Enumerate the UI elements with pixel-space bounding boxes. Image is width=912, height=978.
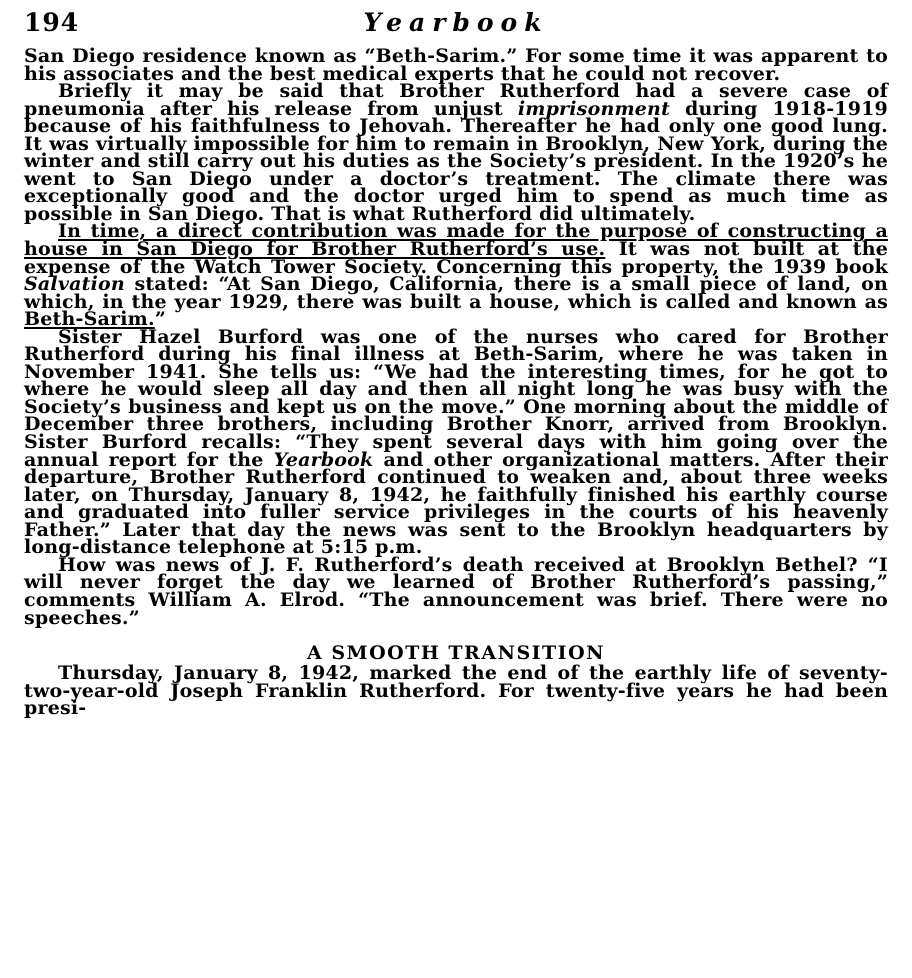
page-number: 194 xyxy=(24,8,80,37)
book-title: Salvation xyxy=(24,273,125,296)
body-text xyxy=(24,45,889,720)
publication-title: Yearbook xyxy=(273,448,374,471)
paragraph-text: Briefly it may be said that Brother Rutherford had a severe case of pneumonia after his release from unjust xyxy=(24,80,888,120)
paragraph-text: and other organizational matters. After their departure, Brother Rutherford continued to weaken and, about three weeks later, on Thursday, January 8, 1942, he faithfully finished his earthly course and graduated into fuller service privileges in the courts of his heavenly Father.” Later that day the news was sent to the Brooklyn headquarters by long-distance telephone at 5:15 p.m. xyxy=(24,448,888,559)
document-page xyxy=(24,8,888,718)
paragraph-news-received: How was news of J. F. Rutherford’s death received at Brooklyn Bethel? “I will never forget the day we learned of Brother Rutherford’s passing,” comments William A. Elrod. “The announcement was brief. There were no speeches.” xyxy=(24,553,888,629)
paragraph-text: stated: “At San Diego, California, there is a small piece of land, on which, in the year 1929, there was built a house, which is called and known as xyxy=(24,273,888,313)
underlined-name: Beth-Sarim. xyxy=(24,308,155,331)
section-heading: A SMOOTH TRANSITION xyxy=(306,642,605,665)
emphasized-word: imprisonment xyxy=(517,97,671,120)
paragraph-continuation: San Diego residence known as “Beth-Sarim.” For some time it was apparent to his associates and the best medical experts that he could not recover. xyxy=(24,45,888,85)
paragraph-text: during 1918-1919 because of his faithfulness to Jehovah. Thereafter he had only one good lung. It was virtually impossible for him to remain in Brooklyn, New York, during the winter and still carry out his duties as the Society’s president. In the 1920’s he went to San Diego under a doctor’s treatment. The climate there was exceptionally good and the doctor urged him to spend as much time as possible in San Diego. That is what Rutherford did ultimately. xyxy=(24,97,888,225)
underlined-passage: In time, a direct contribution was made for the purpose of constructing a house in San Diego for Brother Rutherford’s use. xyxy=(24,220,888,261)
paragraph-pneumonia xyxy=(24,80,888,225)
paragraph-text: Sister Hazel Burford was one of the nurses who cared for Brother Rutherford during his final illness at Beth-Sarim, where he was taken in November 1941. She tells us: “We had the interesting times, for he got to where he would sleep all day and then all night long he was busy with the Society’s business and kept us on the move.” One morning about the middle of December three brothers, including Brother Knorr, arrived from Brooklyn. Sister Burford recalls: “They spent several days with him going over the annual report for the xyxy=(24,325,888,471)
paragraph-final: Thursday, January 8, 1942, marked the end of the earthly life of seventy-two-year-old Joseph Franklin Rutherford. For twenty-five years he had been presi- xyxy=(24,662,888,720)
paragraph-text: It was not built at the expense of the Watch Tower Society. Concerning this property, the 1939 book xyxy=(24,238,889,278)
page-header xyxy=(24,8,888,38)
running-title: Yearbook xyxy=(363,8,549,37)
closing-quote: ” xyxy=(154,308,166,331)
paragraph-beth-sarim-house xyxy=(24,220,889,331)
paragraph-hazel-burford xyxy=(24,325,888,559)
